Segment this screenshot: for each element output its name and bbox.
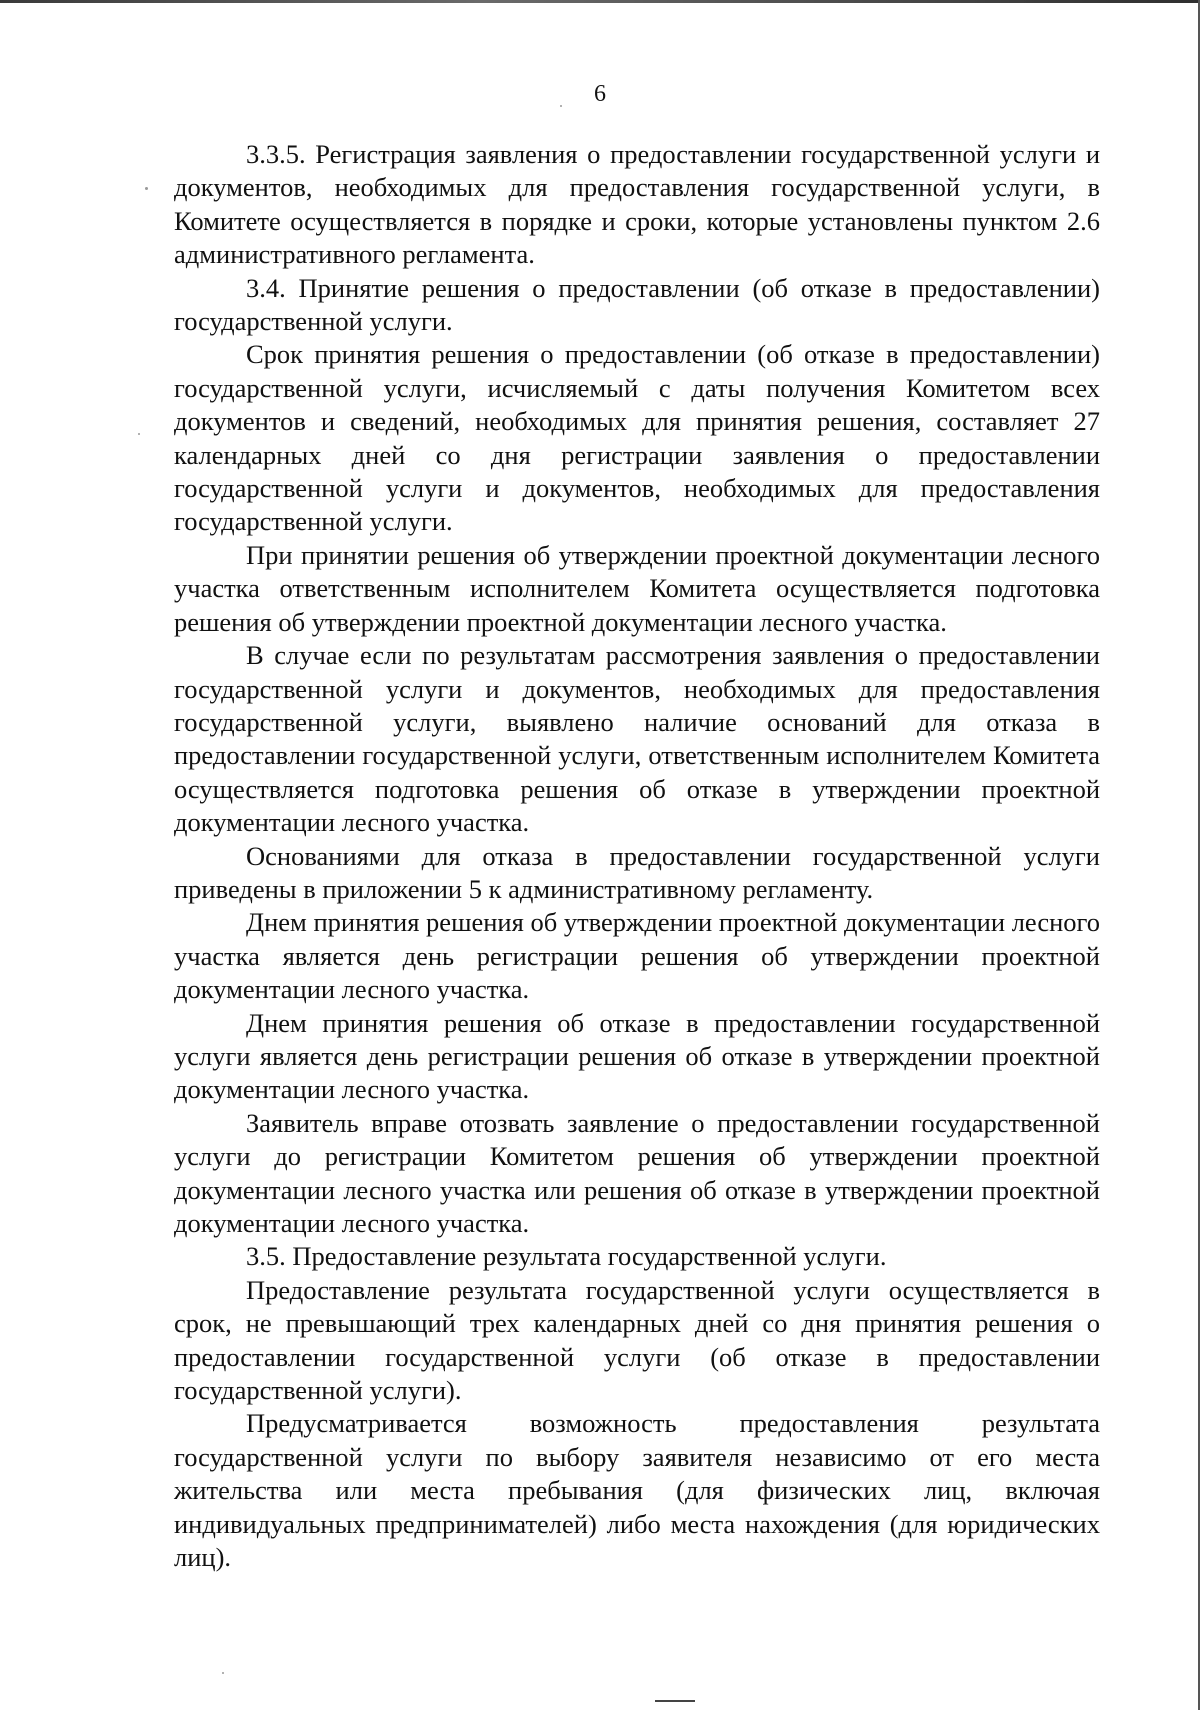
paragraph-refusal-date: Днем принятия решения об отказе в предоставлении государственной услуги является день регистрации решения об отказе в утверждении проектной документации лесного участка. bbox=[174, 1007, 1100, 1105]
scan-speck bbox=[655, 1700, 695, 1702]
paragraph-3-5-heading: 3.5. Предоставление результата государственной услуги. bbox=[246, 1241, 887, 1272]
scan-edge-top bbox=[0, 0, 1200, 3]
page-number: 6 bbox=[594, 81, 606, 107]
scan-speck bbox=[145, 187, 148, 190]
scan-speck bbox=[138, 433, 140, 435]
paragraph-result-options: Предусматривается возможность предоставления результата государственной услуги по выбору заявителя независимо от его места жительства или места пребывания (для физических лиц, включая индивидуальных предпринимателей) либо места нахождения (для юридических лиц). bbox=[174, 1408, 1100, 1573]
paragraph-withdrawal-right: Заявитель вправе отозвать заявление о предоставлении государственной услуги до регистрации Комитетом решения об утверждении проектной документации лесного участка или решения об отказе в утверждении проектной документации лесного участка. bbox=[174, 1107, 1100, 1238]
paragraph-3-4-heading: 3.4. Принятие решения о предоставлении (об отказе в предоставлении) государственной услуги. bbox=[174, 272, 1100, 337]
scan-speck bbox=[222, 1672, 224, 1674]
paragraph-decision-term: Срок принятия решения о предоставлении (об отказе в предоставлении) государственной услуги, исчисляемый с даты получения Комитетом всех документов и сведений, необходимых для принятия решения, составляет 27 календарных дней со дня регистрации заявления о предоставлении государственной услуги и документов, необходимых для предоставления государственной услуги. bbox=[174, 339, 1100, 537]
paragraph-approval-preparation: При принятии решения об утверждении проектной документации лесного участка ответственным исполнителем Комитета осуществляется подготовка решения об утверждении проектной документации лесного участка. bbox=[174, 539, 1100, 637]
paragraph-result-term: Предоставление результата государственной услуги осуществляется в срок, не превышающий трех календарных дней со дня принятия решения о предоставлении государственной услуги (об отказе в предоставлении государственной услуги). bbox=[174, 1274, 1100, 1406]
paragraph-refusal-grounds: Основаниями для отказа в предоставлении государственной услуги приведены в приложении 5 к административному регламенту. bbox=[174, 840, 1100, 904]
paragraph-refusal-preparation: В случае если по результатам рассмотрения заявления о предоставлении государственной услуги и документов, необходимых для предоставления государственной услуги, выявлено наличие оснований для отказа в предоставлении государственной услуги, ответственным исполнителем Комитета осуществляется подготовка решения об отказе в утверждении проектной документации лесного участка. bbox=[174, 640, 1100, 838]
paragraph-approval-date: Днем принятия решения об утверждении проектной документации лесного участка является день регистрации решения об утверждении проектной документации лесного участка. bbox=[174, 907, 1100, 1005]
document-body bbox=[174, 138, 1100, 1574]
scan-speck bbox=[560, 105, 562, 107]
paragraph-3-3-5: 3.3.5. Регистрация заявления о предоставлении государственной услуги и документов, необходимых для предоставления государственной услуги, в Комитете осуществляется в порядке и сроки, которые установлены пунктом 2.6 административного регламента. bbox=[174, 139, 1100, 270]
